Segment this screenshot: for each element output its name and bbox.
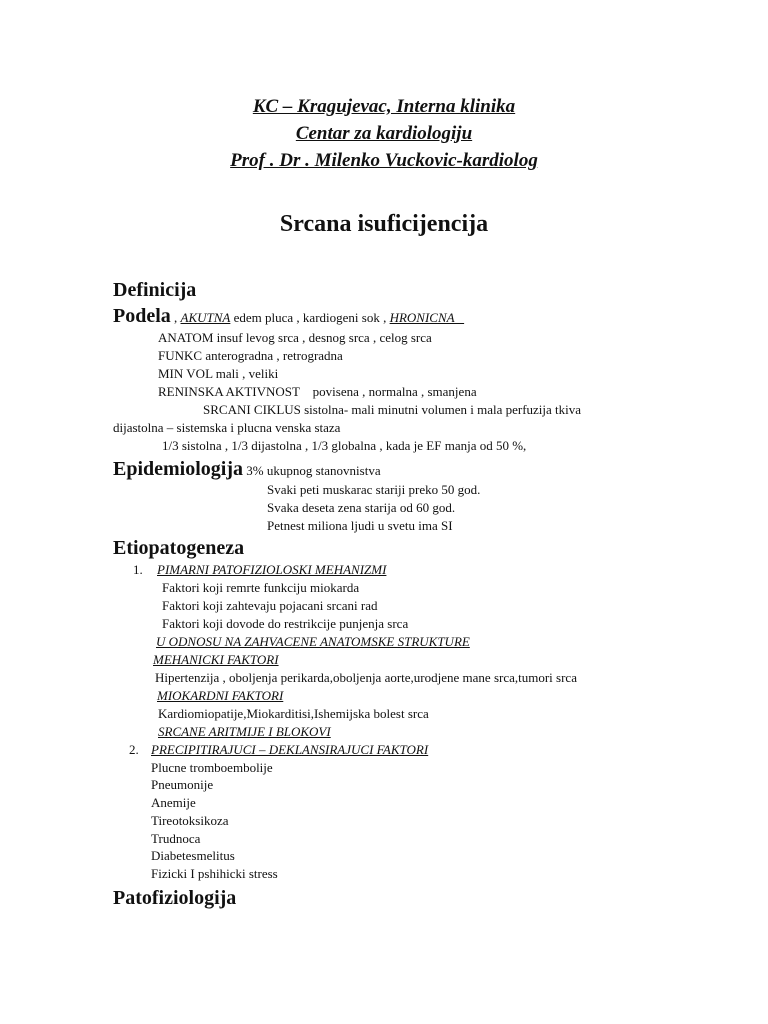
epidemiologija-line [113, 457, 381, 483]
epidemiologija-line-2: Svaki peti muskarac stariji preko 50 god. [267, 482, 481, 497]
etio-item2-line-1: Plucne tromboembolije [151, 760, 273, 775]
heading-definicija: Definicija [113, 279, 197, 301]
podela-akutna: AKUTNA [180, 310, 231, 325]
podela-minvol: MIN VOL mali , veliki [158, 366, 279, 381]
podela-anatom: ANATOM insuf levog srca , desnog srca , celog srca [158, 330, 432, 345]
etio-item2-line-3: Anemije [151, 795, 196, 810]
heading-etiopatogeneza: Etiopatogeneza [113, 537, 245, 559]
etio-item2-line-5: Trudnoca [151, 831, 201, 846]
etio-item2-line-7: Fizicki I pshihicki stress [151, 866, 278, 881]
podela-ef: 1/3 sistolna , 1/3 dijastolna , 1/3 globalna , kada je EF manja od 50 %, [162, 438, 527, 453]
podela-funkc: FUNKC anterogradna , retrogradna [158, 348, 343, 363]
podela-srcani-ciklus: SRCANI CIKLUS sistolna- mali minutni volumen i mala perfuzija tkiva [203, 402, 582, 417]
etio-item2-line-4: Tireotoksikoza [151, 813, 229, 828]
etio-sub-mehanicki: MEHANICKI FAKTORI [153, 652, 279, 667]
etio-sub-aritmije: SRCANE ARITMIJE I BLOKOVI [158, 724, 331, 739]
etio-item2-number: 2. [129, 742, 139, 757]
etio-item1-line-1: Faktori koji remrte funkciju miokarda [162, 580, 360, 595]
etio-item1-number: 1. [133, 562, 143, 577]
podela-reninska: RENINSKA AKTIVNOST povisena , normalna , smanjena [158, 384, 477, 399]
epidemiologija-line-4: Petnest miliona ljudi u svetu ima SI [267, 518, 453, 533]
etio-mehanicki-text: Hipertenzija , oboljenja perikarda,oboljenja aorte,urodjene mane srca,tumori srca [155, 670, 577, 685]
podela-akutna-text: edem pluca , kardiogeni sok , [230, 310, 390, 325]
etio-item1-title: PIMARNI PATOFIZIOLOSKI MEHANIZMI [157, 562, 387, 577]
etio-item2-line-2: Pneumonije [151, 777, 214, 792]
podela-dijastolna: dijastolna – sistemska i plucna venska staza [113, 420, 341, 435]
podela-hronicna: HRONICNA [389, 310, 465, 325]
heading-epidemiologija: Epidemiologija [113, 458, 244, 480]
etio-item1-line-2: Faktori koji zahtevaju pojacani srcani rad [162, 598, 378, 613]
header-center: Centar za kardiologiju [295, 123, 473, 144]
etio-item2-line-6: Diabetesmelitus [151, 848, 235, 863]
header-institution: KC – Kragujevac, Interna klinika [252, 96, 516, 117]
etio-sub-odnos: U ODNOSU NA ZAHVACENE ANATOMSKE STRUKTURE [156, 634, 470, 649]
epidemiologija-line-3: Svaka deseta zena starija od 60 god. [267, 500, 456, 515]
etio-sub-miokardni: MIOKARDNI FAKTORI [157, 688, 284, 703]
header-author: Prof . Dr . Milenko Vuckovic-kardiolog [230, 150, 538, 171]
heading-podela: Podela [113, 305, 171, 327]
heading-patofiziologija: Patofiziologija [113, 887, 237, 909]
etio-miokardni-text: Kardiomiopatije,Miokarditisi,Ishemijska bolest srca [158, 706, 429, 721]
document-title: Srcana isuficijencija [279, 211, 489, 237]
podela-line [113, 304, 464, 330]
etio-item2-title: PRECIPITIRAJUCI – DEKLANSIRAJUCI FAKTORI [151, 742, 429, 757]
etio-item1-line-3: Faktori koji dovode do restrikcije punjenja srca [162, 616, 409, 631]
podela-separator: , [170, 310, 181, 325]
epidemiologija-first: 3% ukupnog stanovnistva [243, 463, 381, 478]
